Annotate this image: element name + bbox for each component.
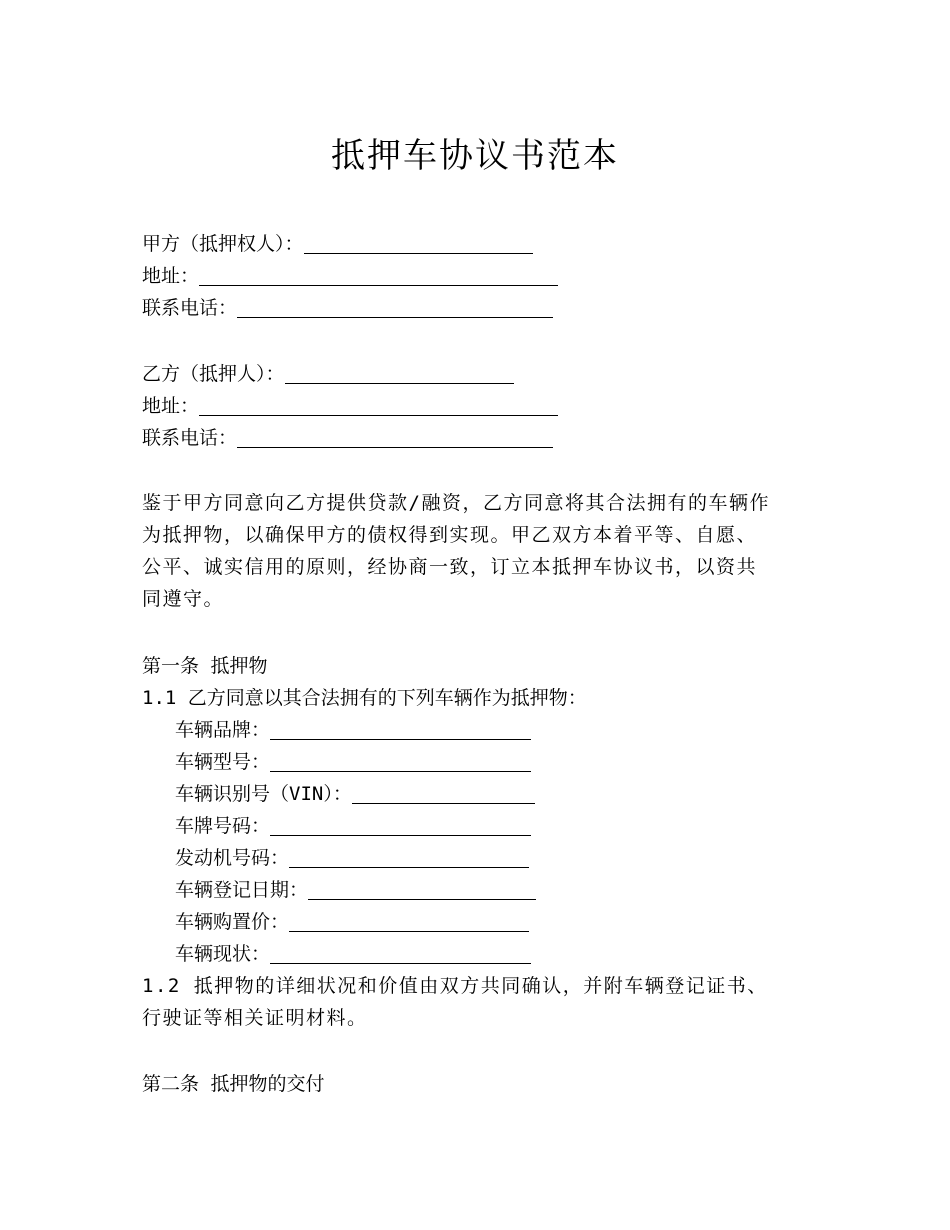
party-b-address-blank[interactable] bbox=[199, 393, 558, 416]
vehicle-field-row bbox=[175, 874, 536, 906]
party-b-phone-row bbox=[142, 422, 553, 454]
party-a-name-row bbox=[142, 228, 533, 260]
party-a-phone-label: 联系电话： bbox=[142, 297, 238, 319]
preamble-paragraph bbox=[142, 487, 812, 615]
party-b-name-label: 乙方（抵押人）： bbox=[142, 363, 285, 385]
preamble-line: 为抵押物，以确保甲方的债权得到实现。甲乙双方本着平等、自愿、 bbox=[142, 524, 758, 546]
vehicle-field-row bbox=[175, 714, 531, 746]
engine-number-blank[interactable] bbox=[289, 845, 529, 868]
vehicle-brand-blank[interactable] bbox=[270, 717, 531, 740]
registration-date-blank[interactable] bbox=[308, 877, 536, 900]
preamble-line: 鉴于甲方同意向乙方提供贷款/融资，乙方同意将其合法拥有的车辆作 bbox=[142, 492, 770, 514]
purchase-price-blank[interactable] bbox=[289, 909, 529, 932]
preamble-line: 公平、诚实信用的原则，经协商一致，订立本抵押车协议书，以资共 bbox=[142, 556, 758, 578]
preamble-line: 同遵守。 bbox=[142, 588, 225, 610]
party-b-phone-blank[interactable] bbox=[237, 425, 553, 448]
party-a-phone-blank[interactable] bbox=[237, 295, 553, 318]
vehicle-model-label: 车辆型号： bbox=[175, 751, 271, 773]
party-b-phone-label: 联系电话： bbox=[142, 427, 238, 449]
purchase-price-label: 车辆购置价： bbox=[175, 911, 290, 933]
engine-number-label: 发动机号码： bbox=[175, 847, 290, 869]
plate-number-label: 车牌号码： bbox=[175, 815, 271, 837]
party-b-name-row bbox=[142, 358, 514, 390]
vehicle-vin-label: 车辆识别号（VIN）： bbox=[175, 783, 352, 805]
clause-1-2-line: 1.2 抵押物的详细状况和价值由双方共同确认，并附车辆登记证书、 bbox=[142, 975, 768, 997]
vehicle-field-row bbox=[175, 746, 531, 778]
article-1-heading: 第一条 抵押物 bbox=[142, 655, 268, 677]
party-a-phone-row bbox=[142, 292, 553, 324]
vehicle-condition-label: 车辆现状： bbox=[175, 943, 271, 965]
vehicle-field-row bbox=[175, 778, 535, 810]
party-a-address-label: 地址： bbox=[142, 265, 200, 287]
plate-number-blank[interactable] bbox=[270, 813, 531, 836]
vehicle-field-row bbox=[175, 810, 531, 842]
vehicle-vin-blank[interactable] bbox=[352, 781, 535, 804]
registration-date-label: 车辆登记日期： bbox=[175, 879, 309, 901]
document-title: 抵押车协议书范本 bbox=[331, 136, 619, 176]
party-a-name-blank[interactable] bbox=[304, 231, 533, 254]
clause-1-1: 1.1 乙方同意以其合法拥有的下列车辆作为抵押物： bbox=[142, 687, 587, 709]
vehicle-field-row bbox=[175, 842, 529, 874]
clause-1-2-line: 行驶证等相关证明材料。 bbox=[142, 1007, 368, 1029]
vehicle-field-row bbox=[175, 906, 529, 938]
party-b-address-row bbox=[142, 390, 558, 422]
vehicle-model-blank[interactable] bbox=[270, 749, 531, 772]
party-a-name-label: 甲方（抵押权人）： bbox=[142, 233, 304, 255]
vehicle-field-row bbox=[175, 938, 531, 970]
party-b-name-blank[interactable] bbox=[285, 361, 514, 384]
article-2-heading: 第二条 抵押物的交付 bbox=[142, 1073, 325, 1095]
party-b-address-label: 地址： bbox=[142, 395, 200, 417]
vehicle-condition-blank[interactable] bbox=[270, 941, 531, 964]
party-a-address-blank[interactable] bbox=[199, 263, 558, 286]
clause-1-2 bbox=[142, 970, 812, 1034]
party-a-address-row bbox=[142, 260, 558, 292]
vehicle-brand-label: 车辆品牌： bbox=[175, 719, 271, 741]
